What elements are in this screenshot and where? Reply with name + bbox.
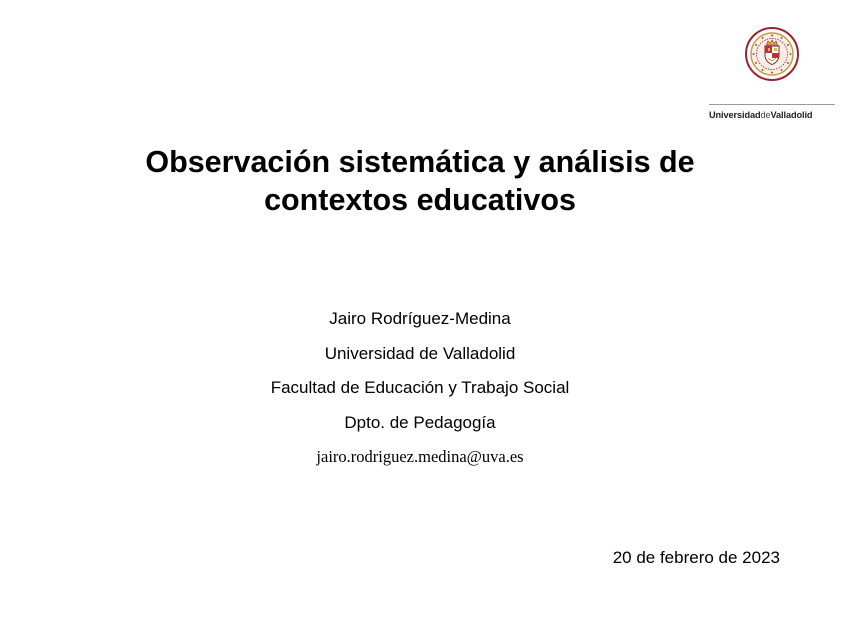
presentation-date: 20 de febrero de 2023 (612, 548, 780, 567)
title-line-2: contextos educativos (264, 183, 576, 217)
university-wordmark (709, 110, 839, 120)
title-line-1: Observación sistemática y análisis de (145, 145, 695, 179)
author-email: jairo.rodriguez.medina@uva.es (316, 447, 524, 466)
logo-divider (709, 104, 835, 105)
author-university: Universidad de Valladolid (324, 343, 516, 363)
wordmark-part-2: de (760, 110, 771, 120)
wordmark-part-1: Universidad (709, 110, 761, 120)
university-logo (706, 22, 836, 120)
university-seal-icon (744, 26, 800, 82)
author-faculty: Facultad de Educación y Trabajo Social (270, 378, 570, 397)
presentation-title (60, 143, 780, 219)
author-name: Jairo Rodríguez-Medina (329, 309, 511, 328)
author-department: Dpto. de Pedagogía (344, 412, 496, 432)
wordmark-part-3: Valladolid (770, 110, 813, 120)
author-block (160, 307, 680, 469)
